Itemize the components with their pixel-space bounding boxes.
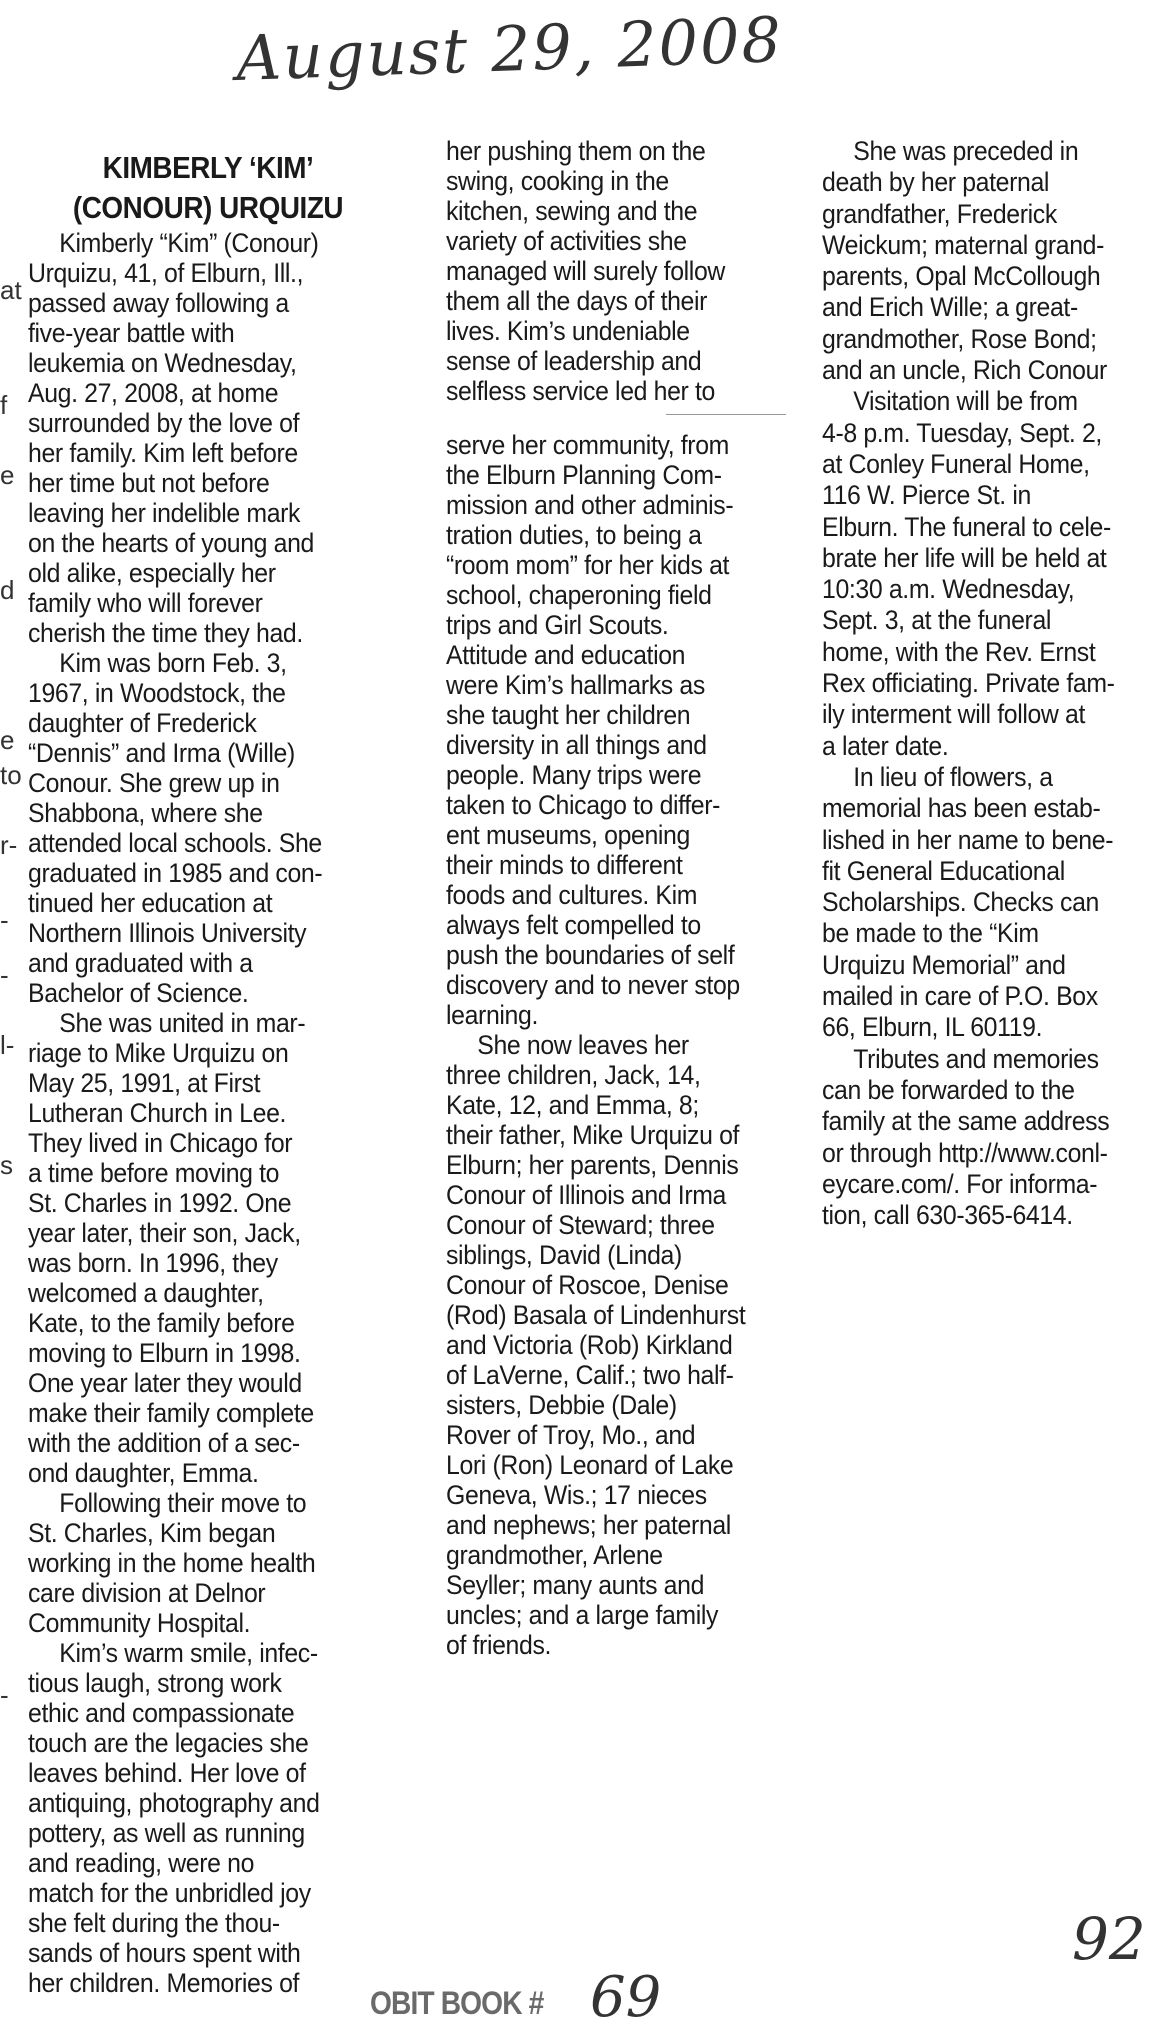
text-line: St. Charles, Kim began — [28, 1518, 276, 1548]
margin-fragment: - — [0, 1680, 9, 1710]
text-line: grandmother, Rose Bond; — [822, 323, 1097, 354]
text-line: serve her community, from — [446, 430, 729, 460]
text-line: Lutheran Church in Lee. — [28, 1098, 287, 1128]
paragraph — [28, 648, 408, 1008]
text-line: ethic and compassionate — [28, 1698, 295, 1728]
text-line: sisters, Debbie (Dale) — [446, 1390, 677, 1420]
text-line: foods and cultures. Kim — [446, 880, 698, 910]
text-line: her pushing them on the — [446, 136, 706, 166]
text-line: managed will surely follow — [446, 256, 725, 286]
text-line: a time before moving to — [28, 1158, 280, 1188]
text-line: Shabbona, where she — [28, 798, 263, 828]
margin-fragment: - — [0, 905, 9, 935]
text-line: lives. Kim’s undeniable — [446, 316, 690, 346]
text-line: Rex officiating. Private fam- — [822, 668, 1115, 699]
text-line: Conour. She grew up in — [28, 768, 280, 798]
text-line: touch are the legacies she — [28, 1728, 309, 1758]
text-line: eycare.com/. For informa- — [822, 1168, 1098, 1199]
margin-fragment: to — [0, 760, 22, 790]
text-line: Bachelor of Science. — [28, 978, 249, 1008]
text-line: Weickum; maternal grand- — [822, 229, 1105, 260]
text-line: were Kim’s hallmarks as — [446, 670, 705, 700]
text-line: always felt compelled to — [446, 910, 701, 940]
text-line: 1967, in Woodstock, the — [28, 678, 286, 708]
paragraph — [822, 136, 1176, 386]
margin-fragment: d — [0, 575, 15, 605]
text-line: was born. In 1996, they — [28, 1248, 278, 1278]
text-line: she felt during the thou- — [28, 1908, 280, 1938]
text-line: She was preceded in — [853, 136, 1079, 166]
text-line: their father, Mike Urquizu of — [446, 1120, 740, 1150]
text-line: and reading, were no — [28, 1848, 255, 1878]
text-line: welcomed a daughter, — [28, 1278, 264, 1308]
text-line: Sept. 3, at the funeral — [822, 605, 1052, 636]
paragraph — [28, 228, 408, 648]
text-line: her children. Memories of — [28, 1968, 300, 1998]
text-line: brate her life will be held at — [822, 542, 1107, 573]
text-line: and an uncle, Rich Conour — [822, 355, 1107, 386]
paragraph — [446, 136, 806, 406]
text-line: working in the home health — [28, 1548, 316, 1578]
text-line: Seyller; many aunts and — [446, 1570, 705, 1600]
text-line: grandfather, Frederick — [822, 198, 1057, 229]
text-line: home, with the Rev. Ernst — [822, 636, 1096, 667]
text-line: She now leaves her — [477, 1030, 689, 1060]
margin-fragment: l- — [0, 1030, 15, 1060]
text-line: selfless service led her to — [446, 376, 715, 406]
paragraph — [28, 1638, 408, 1998]
text-line: of friends. — [446, 1630, 552, 1660]
text-line: Aug. 27, 2008, at home — [28, 378, 279, 408]
margin-fragment: - — [0, 960, 9, 990]
margin-fragment: at — [0, 275, 22, 305]
paragraph — [822, 386, 1176, 762]
text-line: mailed in care of P.O. Box — [822, 981, 1098, 1012]
text-line: 4-8 p.m. Tuesday, Sept. 2, — [822, 417, 1102, 448]
text-line: fit General Educational — [822, 855, 1065, 886]
text-line: taken to Chicago to differ- — [446, 790, 721, 820]
column-2 — [446, 136, 806, 1660]
margin-fragment: f — [0, 390, 8, 420]
text-line: moving to Elburn in 1998. — [28, 1338, 301, 1368]
text-line: 116 W. Pierce St. in — [822, 480, 1031, 511]
text-line: Urquizu, 41, of Elburn, Ill., — [28, 258, 304, 288]
text-line: variety of activities she — [446, 226, 687, 256]
text-line: Conour of Roscoe, Denise — [446, 1270, 729, 1300]
text-line: her family. Kim left before — [28, 438, 298, 468]
text-line: Lori (Ron) Leonard of Lake — [446, 1450, 734, 1480]
text-line: antiquing, photography and — [28, 1788, 320, 1818]
text-line: tinued her education at — [28, 888, 273, 918]
text-line: In lieu of flowers, a — [853, 761, 1053, 792]
margin-fragment: r- — [0, 830, 18, 860]
text-line: leukemia on Wednesday, — [28, 348, 297, 378]
column-3 — [822, 136, 1176, 1231]
text-line: Geneva, Wis.; 17 nieces — [446, 1480, 707, 1510]
text-line: Tributes and memories — [853, 1043, 1099, 1074]
text-line: daughter of Frederick — [28, 708, 257, 738]
text-line: sense of leadership and — [446, 346, 702, 376]
text-line: Attitude and education — [446, 640, 686, 670]
text-line: graduated in 1985 and con- — [28, 858, 323, 888]
text-line: old alike, especially her — [28, 558, 276, 588]
text-line: and Erich Wille; a great- — [822, 292, 1078, 323]
text-line: learning. — [446, 1000, 538, 1030]
text-line: on the hearts of young and — [28, 528, 314, 558]
text-line: a later date. — [822, 730, 949, 761]
text-line: school, chaperoning field — [446, 580, 712, 610]
text-line: ily interment will follow at — [822, 699, 1086, 730]
text-line: sands of hours spent with — [28, 1938, 301, 1968]
text-line: five-year battle with — [28, 318, 235, 348]
text-line: or through http://www.conl- — [822, 1137, 1108, 1168]
text-line: Elburn. The funeral to cele- — [822, 511, 1111, 542]
text-line: of LaVerne, Calif.; two half- — [446, 1360, 734, 1390]
text-line: 10:30 a.m. Wednesday, — [822, 574, 1075, 605]
text-line: leaves behind. Her love of — [28, 1758, 306, 1788]
text-line: riage to Mike Urquizu on — [28, 1038, 289, 1068]
text-line: and Victoria (Rob) Kirkland — [446, 1330, 733, 1360]
text-line: Kimberly “Kim” (Conour) — [59, 228, 319, 258]
text-line: people. Many trips were — [446, 760, 702, 790]
text-line: she taught her children — [446, 700, 691, 730]
text-line: cherish the time they had. — [28, 618, 303, 648]
text-line: Kim’s warm smile, infec- — [59, 1638, 318, 1668]
text-line: three children, Jack, 14, — [446, 1060, 701, 1090]
text-line: mission and other adminis- — [446, 490, 734, 520]
text-line: uncles; and a large family — [446, 1600, 719, 1630]
text-line: tious laugh, strong work — [28, 1668, 282, 1698]
text-line: Kim was born Feb. 3, — [59, 648, 287, 678]
text-line: them all the days of their — [446, 286, 708, 316]
text-line: St. Charles in 1992. One — [28, 1188, 292, 1218]
handwritten-date: August 29, 2008 — [235, 2, 785, 95]
text-line: make their family complete — [28, 1398, 314, 1428]
text-line: diversity in all things and — [446, 730, 707, 760]
text-line: their minds to different — [446, 850, 683, 880]
text-line: One year later they would — [28, 1368, 302, 1398]
text-line: Conour of Steward; three — [446, 1210, 715, 1240]
text-line: Visitation will be from — [853, 386, 1078, 417]
text-line: the Elburn Planning Com- — [446, 460, 722, 490]
text-line: kitchen, sewing and the — [446, 196, 698, 226]
text-line: her time but not before — [28, 468, 270, 498]
handwritten-book-number: 69 — [590, 1965, 662, 2030]
text-line: tration duties, to being a — [446, 520, 702, 550]
paragraph — [822, 1044, 1176, 1232]
text-line: Conour of Illinois and Irma — [446, 1180, 727, 1210]
text-line: May 25, 1991, at First — [28, 1068, 261, 1098]
text-line: be made to the “Kim — [822, 918, 1039, 949]
paragraph — [28, 1488, 408, 1638]
paragraph — [446, 1030, 806, 1660]
paragraph — [446, 430, 806, 1030]
text-line: family who will forever — [28, 588, 263, 618]
text-line: Following their move to — [59, 1488, 307, 1518]
obituary-title-line-2: (CONOUR) URQUIZU — [72, 190, 344, 225]
text-line: Community Hospital. — [28, 1608, 251, 1638]
text-line: They lived in Chicago for — [28, 1128, 293, 1158]
text-line: match for the unbridled joy — [28, 1878, 311, 1908]
text-line: Elburn; her parents, Dennis — [446, 1150, 739, 1180]
text-line: family at the same address — [822, 1106, 1110, 1137]
text-line: leaving her indelible mark — [28, 498, 301, 528]
paragraph — [28, 1008, 408, 1488]
text-line: and graduated with a — [28, 948, 253, 978]
paragraph — [822, 762, 1176, 1044]
text-line: and nephews; her paternal — [446, 1510, 731, 1540]
text-line: attended local schools. She — [28, 828, 322, 858]
text-line: tion, call 630-365-6414. — [822, 1200, 1073, 1231]
text-line: Scholarships. Checks can — [822, 887, 1099, 918]
margin-fragment: e — [0, 725, 15, 755]
text-line: surrounded by the love of — [28, 408, 300, 438]
column-1 — [28, 148, 408, 1998]
text-line: pottery, as well as running — [28, 1818, 305, 1848]
obituary-title-line-1: KIMBERLY ‘KIM’ — [102, 150, 314, 185]
text-line: year later, their son, Jack, — [28, 1218, 301, 1248]
text-line: at Conley Funeral Home, — [822, 448, 1090, 479]
text-line: Kate, to the family before — [28, 1308, 295, 1338]
text-line: discovery and to never stop — [446, 970, 740, 1000]
text-line: parents, Opal McCollough — [822, 261, 1101, 292]
text-line: Northern Illinois University — [28, 918, 307, 948]
text-line: lished in her name to bene- — [822, 824, 1114, 855]
text-line: “room mom” for her kids at — [446, 550, 730, 580]
text-line: death by her paternal — [822, 167, 1050, 198]
text-line: ent museums, opening — [446, 820, 690, 850]
text-line: siblings, David (Linda) — [446, 1240, 682, 1270]
text-line: 66, Elburn, IL 60119. — [822, 1012, 1043, 1043]
margin-fragment: e — [0, 460, 15, 490]
text-line: swing, cooking in the — [446, 166, 669, 196]
text-line: push the boundaries of self — [446, 940, 735, 970]
obit-book-label: OBIT BOOK # — [370, 1985, 544, 2021]
text-line: ond daughter, Emma. — [28, 1458, 259, 1488]
text-line: care division at Delnor — [28, 1578, 266, 1608]
text-line: Urquizu Memorial” and — [822, 949, 1066, 980]
text-line: She was united in mar- — [59, 1008, 306, 1038]
handwritten-page-number: 92 — [1072, 1905, 1146, 1973]
text-line: grandmother, Arlene — [446, 1540, 663, 1570]
margin-fragment: s — [0, 1150, 13, 1180]
column-divider-rule — [446, 406, 806, 430]
text-line: trips and Girl Scouts. — [446, 610, 669, 640]
text-line: can be forwarded to the — [822, 1074, 1075, 1105]
text-line: memorial has been estab- — [822, 793, 1101, 824]
text-line: (Rod) Basala of Lindenhurst — [446, 1300, 746, 1330]
text-line: Kate, 12, and Emma, 8; — [446, 1090, 699, 1120]
text-line: with the addition of a sec- — [28, 1428, 300, 1458]
text-line: passed away following a — [28, 288, 289, 318]
text-line: Rover of Troy, Mo., and — [446, 1420, 696, 1450]
text-line: “Dennis” and Irma (Wille) — [28, 738, 295, 768]
